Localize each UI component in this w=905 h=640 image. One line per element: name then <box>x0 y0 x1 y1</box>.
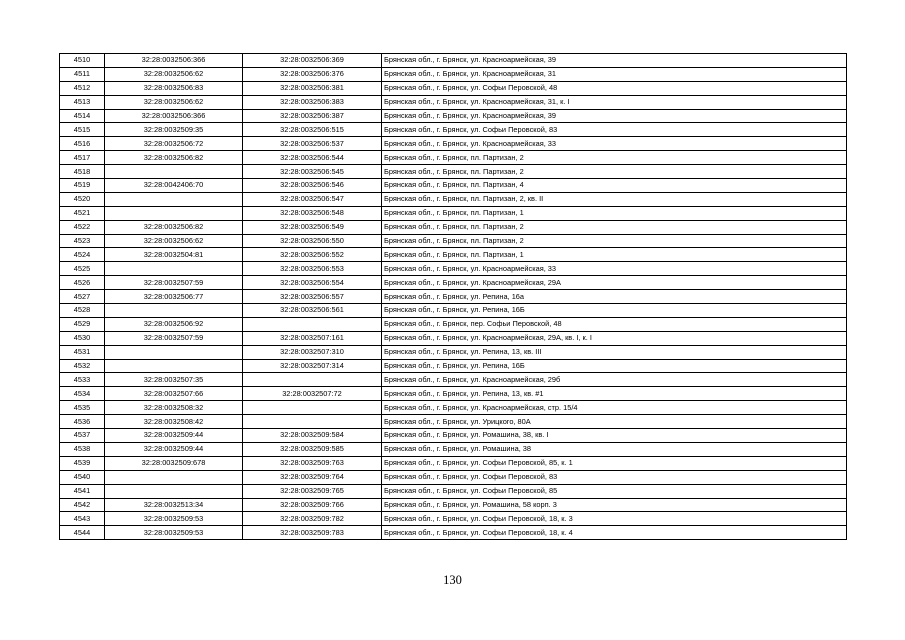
table-row <box>60 109 847 123</box>
table-row <box>60 220 847 234</box>
land-cadastral-number-cell: 32:28:0032506:77 <box>105 290 243 304</box>
object-cadastral-number-cell <box>243 373 382 387</box>
address-cell: Брянская обл., г. Брянск, ул. Репина, 13, кв. III <box>382 345 847 359</box>
address-cell: Брянская обл., г. Брянск, ул. Красноармейская, 31 <box>382 67 847 81</box>
address-cell: Брянская обл., г. Брянск, ул. Ромашина, 38, кв. I <box>382 429 847 443</box>
land-cadastral-number-cell: 32:28:0032506:72 <box>105 137 243 151</box>
row-number-cell: 4518 <box>60 165 105 179</box>
table-row <box>60 137 847 151</box>
row-number-cell: 4539 <box>60 456 105 470</box>
row-number-cell: 4528 <box>60 304 105 318</box>
object-cadastral-number-cell: 32:28:0032509:766 <box>243 498 382 512</box>
address-cell: Брянская обл., г. Брянск, ул. Репина, 16Б <box>382 359 847 373</box>
table-row <box>60 290 847 304</box>
object-cadastral-number-cell: 32:28:0032506:548 <box>243 206 382 220</box>
land-cadastral-number-cell: 32:28:0032509:44 <box>105 442 243 456</box>
address-cell: Брянская обл., г. Брянск, пл. Партизан, 4 <box>382 179 847 193</box>
object-cadastral-number-cell: 32:28:0032506:554 <box>243 276 382 290</box>
row-number-cell: 4516 <box>60 137 105 151</box>
object-cadastral-number-cell: 32:28:0032509:783 <box>243 526 382 540</box>
row-number-cell: 4522 <box>60 220 105 234</box>
row-number-cell: 4534 <box>60 387 105 401</box>
land-cadastral-number-cell <box>105 262 243 276</box>
table-row <box>60 81 847 95</box>
table-row <box>60 484 847 498</box>
object-cadastral-number-cell: 32:28:0032509:585 <box>243 442 382 456</box>
table-row <box>60 359 847 373</box>
land-cadastral-number-cell: 32:28:0032504:81 <box>105 248 243 262</box>
land-cadastral-number-cell: 32:28:0032506:82 <box>105 151 243 165</box>
land-cadastral-number-cell <box>105 359 243 373</box>
table-row <box>60 387 847 401</box>
table-row <box>60 429 847 443</box>
land-cadastral-number-cell: 32:28:0042406:70 <box>105 179 243 193</box>
object-cadastral-number-cell: 32:28:0032506:383 <box>243 95 382 109</box>
row-number-cell: 4513 <box>60 95 105 109</box>
address-cell: Брянская обл., г. Брянск, пл. Партизан, 2 <box>382 165 847 179</box>
land-cadastral-number-cell: 32:28:0032507:59 <box>105 276 243 290</box>
table-row <box>60 234 847 248</box>
row-number-cell: 4537 <box>60 429 105 443</box>
address-cell: Брянская обл., г. Брянск, ул. Репина, 16а <box>382 290 847 304</box>
object-cadastral-number-cell: 32:28:0032506:557 <box>243 290 382 304</box>
table-row <box>60 151 847 165</box>
object-cadastral-number-cell: 32:28:0032506:545 <box>243 165 382 179</box>
row-number-cell: 4515 <box>60 123 105 137</box>
table-row <box>60 179 847 193</box>
object-cadastral-number-cell: 32:28:0032506:550 <box>243 234 382 248</box>
table-row <box>60 123 847 137</box>
object-cadastral-number-cell: 32:28:0032509:584 <box>243 429 382 443</box>
row-number-cell: 4524 <box>60 248 105 262</box>
table-row <box>60 415 847 429</box>
address-cell: Брянская обл., г. Брянск, ул. Красноармейская, стр. 15/4 <box>382 401 847 415</box>
row-number-cell: 4530 <box>60 331 105 345</box>
object-cadastral-number-cell: 32:28:0032506:369 <box>243 54 382 68</box>
row-number-cell: 4517 <box>60 151 105 165</box>
row-number-cell: 4510 <box>60 54 105 68</box>
row-number-cell: 4542 <box>60 498 105 512</box>
land-cadastral-number-cell: 32:28:0032506:366 <box>105 54 243 68</box>
land-cadastral-number-cell: 32:28:0032506:366 <box>105 109 243 123</box>
table-row <box>60 304 847 318</box>
land-cadastral-number-cell <box>105 192 243 206</box>
table-row <box>60 401 847 415</box>
object-cadastral-number-cell: 32:28:0032506:552 <box>243 248 382 262</box>
address-cell: Брянская обл., г. Брянск, ул. Красноармейская, 29А, кв. I, к. I <box>382 331 847 345</box>
address-cell: Брянская обл., г. Брянск, пл. Партизан, 2, кв. II <box>382 192 847 206</box>
row-number-cell: 4529 <box>60 317 105 331</box>
land-cadastral-number-cell: 32:28:0032509:35 <box>105 123 243 137</box>
object-cadastral-number-cell: 32:28:0032506:537 <box>243 137 382 151</box>
row-number-cell: 4526 <box>60 276 105 290</box>
row-number-cell: 4538 <box>60 442 105 456</box>
address-cell: Брянская обл., г. Брянск, ул. Ромашина, 38 <box>382 442 847 456</box>
row-number-cell: 4523 <box>60 234 105 248</box>
table-row <box>60 526 847 540</box>
page-number: 130 <box>443 573 462 587</box>
land-cadastral-number-cell: 32:28:0032506:62 <box>105 234 243 248</box>
table-row <box>60 192 847 206</box>
registry-table-body <box>60 54 847 540</box>
land-cadastral-number-cell: 32:28:0032513:34 <box>105 498 243 512</box>
table-row <box>60 276 847 290</box>
land-cadastral-number-cell: 32:28:0032506:83 <box>105 81 243 95</box>
table-row <box>60 262 847 276</box>
land-cadastral-number-cell: 32:28:0032509:53 <box>105 526 243 540</box>
row-number-cell: 4541 <box>60 484 105 498</box>
row-number-cell: 4519 <box>60 179 105 193</box>
object-cadastral-number-cell: 32:28:0032507:72 <box>243 387 382 401</box>
registry-table <box>59 53 847 540</box>
table-row <box>60 206 847 220</box>
table-row <box>60 331 847 345</box>
row-number-cell: 4540 <box>60 470 105 484</box>
land-cadastral-number-cell <box>105 484 243 498</box>
address-cell: Брянская обл., г. Брянск, ул. Софьи Перовской, 85 <box>382 484 847 498</box>
land-cadastral-number-cell <box>105 165 243 179</box>
address-cell: Брянская обл., г. Брянск, ул. Красноармейская, 33 <box>382 137 847 151</box>
row-number-cell: 4532 <box>60 359 105 373</box>
address-cell: Брянская обл., г. Брянск, ул. Софьи Перовской, 48 <box>382 81 847 95</box>
row-number-cell: 4514 <box>60 109 105 123</box>
address-cell: Брянская обл., г. Брянск, пл. Партизан, 2 <box>382 151 847 165</box>
table-row <box>60 498 847 512</box>
row-number-cell: 4511 <box>60 67 105 81</box>
object-cadastral-number-cell: 32:28:0032507:314 <box>243 359 382 373</box>
table-row <box>60 345 847 359</box>
row-number-cell: 4525 <box>60 262 105 276</box>
object-cadastral-number-cell: 32:28:0032509:764 <box>243 470 382 484</box>
land-cadastral-number-cell: 32:28:0032506:82 <box>105 220 243 234</box>
object-cadastral-number-cell: 32:28:0032506:549 <box>243 220 382 234</box>
row-number-cell: 4520 <box>60 192 105 206</box>
row-number-cell: 4521 <box>60 206 105 220</box>
row-number-cell: 4544 <box>60 526 105 540</box>
row-number-cell: 4512 <box>60 81 105 95</box>
land-cadastral-number-cell: 32:28:0032507:66 <box>105 387 243 401</box>
address-cell: Брянская обл., г. Брянск, пл. Партизан, 2 <box>382 234 847 248</box>
address-cell: Брянская обл., г. Брянск, ул. Софьи Перовской, 83 <box>382 123 847 137</box>
object-cadastral-number-cell: 32:28:0032506:544 <box>243 151 382 165</box>
land-cadastral-number-cell <box>105 304 243 318</box>
land-cadastral-number-cell: 32:28:0032506:92 <box>105 317 243 331</box>
object-cadastral-number-cell: 32:28:0032509:765 <box>243 484 382 498</box>
object-cadastral-number-cell: 32:28:0032506:376 <box>243 67 382 81</box>
table-row <box>60 470 847 484</box>
row-number-cell: 4535 <box>60 401 105 415</box>
object-cadastral-number-cell: 32:28:0032507:161 <box>243 331 382 345</box>
land-cadastral-number-cell: 32:28:0032507:59 <box>105 331 243 345</box>
address-cell: Брянская обл., г. Брянск, ул. Красноармейская, 39 <box>382 54 847 68</box>
land-cadastral-number-cell: 32:28:0032509:53 <box>105 512 243 526</box>
land-cadastral-number-cell: 32:28:0032508:42 <box>105 415 243 429</box>
table-row <box>60 248 847 262</box>
object-cadastral-number-cell <box>243 401 382 415</box>
address-cell: Брянская обл., г. Брянск, пер. Софьи Перовской, 48 <box>382 317 847 331</box>
address-cell: Брянская обл., г. Брянск, ул. Софьи Перовской, 83 <box>382 470 847 484</box>
land-cadastral-number-cell <box>105 206 243 220</box>
address-cell: Брянская обл., г. Брянск, ул. Красноармейская, 29А <box>382 276 847 290</box>
table-row <box>60 456 847 470</box>
land-cadastral-number-cell: 32:28:0032509:678 <box>105 456 243 470</box>
address-cell: Брянская обл., г. Брянск, пл. Партизан, 2 <box>382 220 847 234</box>
land-cadastral-number-cell <box>105 470 243 484</box>
address-cell: Брянская обл., г. Брянск, ул. Красноармейская, 31, к. I <box>382 95 847 109</box>
land-cadastral-number-cell <box>105 345 243 359</box>
object-cadastral-number-cell <box>243 415 382 429</box>
table-row <box>60 512 847 526</box>
address-cell: Брянская обл., г. Брянск, ул. Репина, 13, кв. #1 <box>382 387 847 401</box>
object-cadastral-number-cell: 32:28:0032506:553 <box>243 262 382 276</box>
table-row <box>60 442 847 456</box>
object-cadastral-number-cell: 32:28:0032506:387 <box>243 109 382 123</box>
address-cell: Брянская обл., г. Брянск, ул. Софьи Перовской, 85, к. 1 <box>382 456 847 470</box>
land-cadastral-number-cell: 32:28:0032509:44 <box>105 429 243 443</box>
row-number-cell: 4533 <box>60 373 105 387</box>
table-row <box>60 317 847 331</box>
address-cell: Брянская обл., г. Брянск, ул. Красноармейская, 33 <box>382 262 847 276</box>
row-number-cell: 4527 <box>60 290 105 304</box>
table-row <box>60 373 847 387</box>
address-cell: Брянская обл., г. Брянск, ул. Ромашина, 58 корп. 3 <box>382 498 847 512</box>
table-row <box>60 165 847 179</box>
address-cell: Брянская обл., г. Брянск, пл. Партизан, 1 <box>382 248 847 262</box>
object-cadastral-number-cell <box>243 317 382 331</box>
land-cadastral-number-cell: 32:28:0032508:32 <box>105 401 243 415</box>
row-number-cell: 4531 <box>60 345 105 359</box>
row-number-cell: 4543 <box>60 512 105 526</box>
address-cell: Брянская обл., г. Брянск, пл. Партизан, 1 <box>382 206 847 220</box>
object-cadastral-number-cell: 32:28:0032506:381 <box>243 81 382 95</box>
address-cell: Брянская обл., г. Брянск, ул. Красноармейская, 29б <box>382 373 847 387</box>
object-cadastral-number-cell: 32:28:0032506:547 <box>243 192 382 206</box>
address-cell: Брянская обл., г. Брянск, ул. Софьи Перовской, 18, к. 4 <box>382 526 847 540</box>
table-row <box>60 67 847 81</box>
land-cadastral-number-cell: 32:28:0032506:62 <box>105 67 243 81</box>
table-row <box>60 95 847 109</box>
address-cell: Брянская обл., г. Брянск, ул. Софьи Перовской, 18, к. 3 <box>382 512 847 526</box>
object-cadastral-number-cell: 32:28:0032506:546 <box>243 179 382 193</box>
land-cadastral-number-cell: 32:28:0032507:35 <box>105 373 243 387</box>
address-cell: Брянская обл., г. Брянск, ул. Урицкого, 80А <box>382 415 847 429</box>
table-row <box>60 54 847 68</box>
object-cadastral-number-cell: 32:28:0032509:763 <box>243 456 382 470</box>
address-cell: Брянская обл., г. Брянск, ул. Репина, 16Б <box>382 304 847 318</box>
object-cadastral-number-cell: 32:28:0032507:310 <box>243 345 382 359</box>
address-cell: Брянская обл., г. Брянск, ул. Красноармейская, 39 <box>382 109 847 123</box>
land-cadastral-number-cell: 32:28:0032506:62 <box>105 95 243 109</box>
object-cadastral-number-cell: 32:28:0032506:561 <box>243 304 382 318</box>
object-cadastral-number-cell: 32:28:0032506:515 <box>243 123 382 137</box>
row-number-cell: 4536 <box>60 415 105 429</box>
object-cadastral-number-cell: 32:28:0032509:782 <box>243 512 382 526</box>
